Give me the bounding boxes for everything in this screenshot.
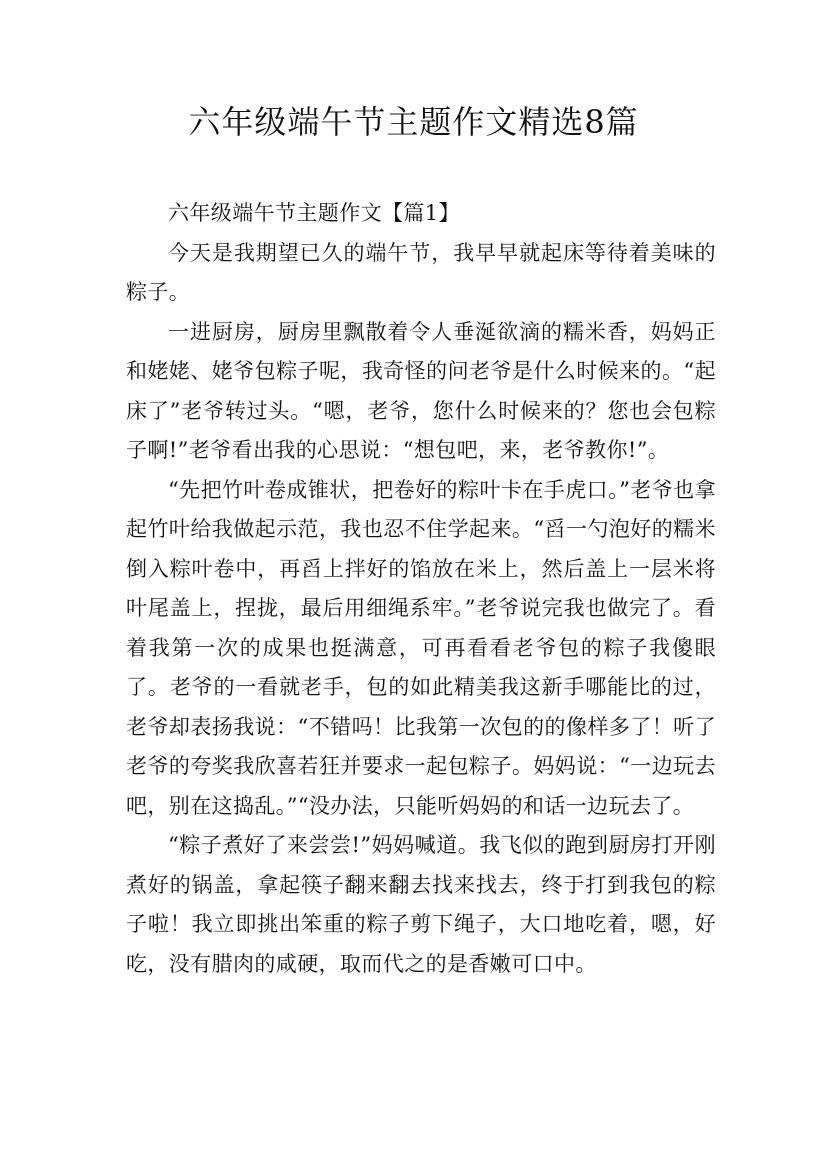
paragraph-3: “先把竹叶卷成锥状，把卷好的粽叶卡在手虎口。”老爷也拿起竹叶给我做起示范，我也忍不住学起来。“舀一勺泡好的糯米倒入粽叶卷中，再舀上拌好的馅放在米上，然后盖上一层米将叶尾盖上，捏拢，最后用细绳系牢。”老爷说完我也做完了。看着我第一次的成果也挺满意，可再看看老爷包的粽子我傻眼了。老爷的一看就老手，包的如此精美我这新手哪能比的过，老爷却表扬我说：“不错吗！比我第一次包的的像样多了！听了老爷的夸奖我欣喜若狂并要求一起包粽子。妈妈说：“一边玩去吧，别在这捣乱。”“没办法，只能听妈妈的和话一边玩去了。	[126, 477, 716, 818]
document-title: 六年级端午节主题作文精选8篇	[188, 103, 639, 141]
paragraph-2: 一进厨房，厨房里飘散着令人垂涎欲滴的糯米香，妈妈正和姥姥、姥爷包粽子呢，我奇怪的问老爷是什么时候来的。“起床了”老爷转过头。“嗯，老爷，您什么时候来的？您也会包粽子啊!”老爷看出我的心思说：“想包吧，来，老爷教你!”。	[126, 319, 716, 462]
paragraph-1: 今天是我期望已久的端午节，我早早就起床等待着美味的粽子。	[126, 240, 716, 304]
paragraph-4: “粽子煮好了来尝尝!”妈妈喊道。我飞似的跑到厨房打开刚煮好的锅盖，拿起筷子翻来翻去找来找去，终于打到我包的粽子啦！我立即挑出笨重的粽子剪下绳子，大口地吃着，嗯，好吃，没有腊肉的咸硬，取而代之的是香嫩可口中。	[126, 833, 716, 976]
document-body	[126, 194, 716, 984]
section-heading: 六年级端午节主题作文【篇1】	[168, 201, 460, 225]
